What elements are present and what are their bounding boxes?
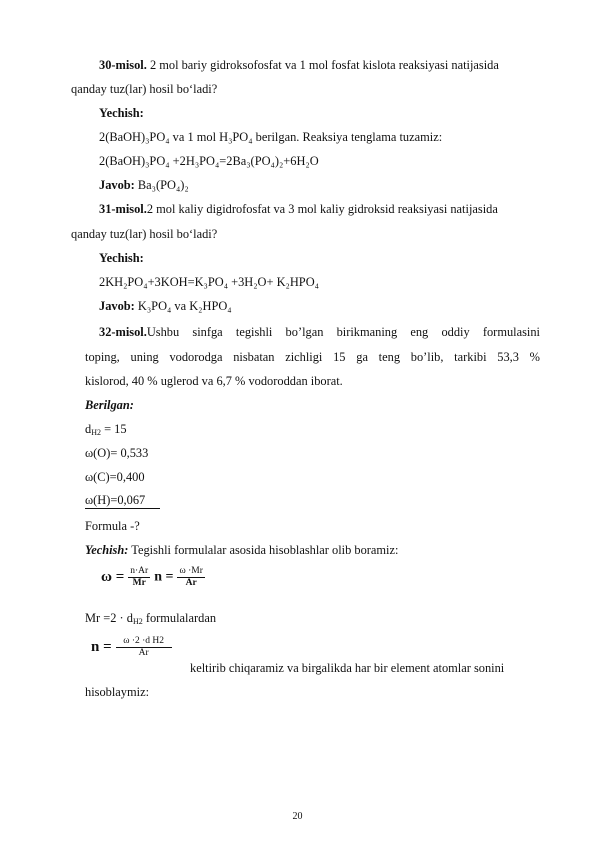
fraction: $\frac{n\cdot Ar}{Mr}$	[130, 566, 149, 588]
problem-30-given: 2(BaOH)₃PO₄ va 1 mol H₃PO₄ berilgan. Reaksiya tenglama tuzamiz:	[99, 130, 443, 144]
tail-line1: keltirib chiqaramiz va birgalikda har bir element atomlar sonini	[190, 661, 505, 675]
problem-30-equation: 2(BaOH)₃PO₄ +2H₃PO₄=2Ba₃(PO₄)₂+6H₂O	[99, 154, 319, 168]
fraction: $\frac{\text{ω ·2 ·d H2}}{Ar}$	[116, 636, 172, 659]
problem-30-label: 30-misol.	[99, 58, 147, 72]
given-omega-o: ω(O)= 0,533	[85, 446, 149, 460]
answer-label: Javob:	[99, 178, 135, 192]
tail-line2: hisoblaymiz:	[85, 685, 150, 699]
yechish-label: Yechish:	[85, 543, 129, 557]
problem-30-line1	[99, 57, 499, 73]
problem-31-yechish: Yechish:	[99, 251, 144, 265]
given-density: $d_{H2} = 15$	[85, 422, 127, 437]
problem-31-answer	[99, 298, 232, 314]
problem-30-text: 2 mol bariy gidroksofosfat va 1 mol fosfat kislota reaksiyasi natijasida	[146, 58, 499, 72]
fraction: $\frac{\omega \cdot Mr}{Ar}$	[179, 566, 203, 588]
problem-31-text: 2 mol kaliy digidrofosfat va 3 mol kaliy gidroksid reaksiyasi natijasida	[146, 202, 498, 216]
page-number: 20	[292, 811, 303, 822]
problem-30-answer	[99, 177, 189, 193]
answer-value: Ba₃(PO₄)₂	[134, 178, 189, 192]
given-omega-h: ω(H)=0,067	[85, 492, 160, 509]
problem-32-line2: toping, uning vodorodga nisbatan zichligi 15 ga teng bo’lib, tarkibi 53,3 %	[85, 350, 540, 364]
yechish-text: Tegishli formulalar asosida hisoblashlar olib boramiz:	[128, 543, 399, 557]
problem-32-label: 32-misol.	[99, 325, 147, 339]
problem-31-line2: qanday tuz(lar) hosil bo‘ladi?	[71, 227, 218, 241]
problem-32-line3: kislorod, 40 % uglerod va 6,7 % vodoroddan iborat.	[85, 374, 343, 388]
problem-32-text: Ushbu sinfga tegishli bo’lgan birikmaning eng oddiy formulasini	[146, 325, 540, 339]
formula-n: n = $\frac{\text{ω ·2 ·d H2}}{Ar}$	[91, 636, 172, 659]
problem-30-line2: qanday tuz(lar) hosil bo‘ladi?	[71, 82, 218, 96]
problem-31-label: 31-misol.	[99, 202, 147, 216]
answer-label: Javob:	[99, 299, 135, 313]
problem-31-line1	[99, 201, 498, 217]
problem-30-yechish: Yechish:	[99, 106, 144, 120]
formula-question: Formula -?	[85, 519, 140, 533]
problem-31-equation: 2KH₂PO₄+3KOH=K₃PO₄ +3H₂O+ K₂HPO₄	[99, 275, 319, 289]
answer-value: K₃PO₄ va K₂HPO₄	[134, 299, 232, 313]
formula-omega: ω = $\frac{n\cdot Ar}{Mr}$ n = $\frac{\omega \cdot Mr}{Ar}$	[101, 566, 203, 588]
mr-line: $Mr =2 \cdot d_{H2}$ formulalardan	[85, 611, 217, 626]
problem-32-solution	[85, 542, 398, 558]
problem-32-line1	[99, 324, 540, 340]
given-omega-c: ω(C)=0,400	[85, 470, 145, 484]
berilgan-heading: Berilgan:	[85, 398, 134, 412]
